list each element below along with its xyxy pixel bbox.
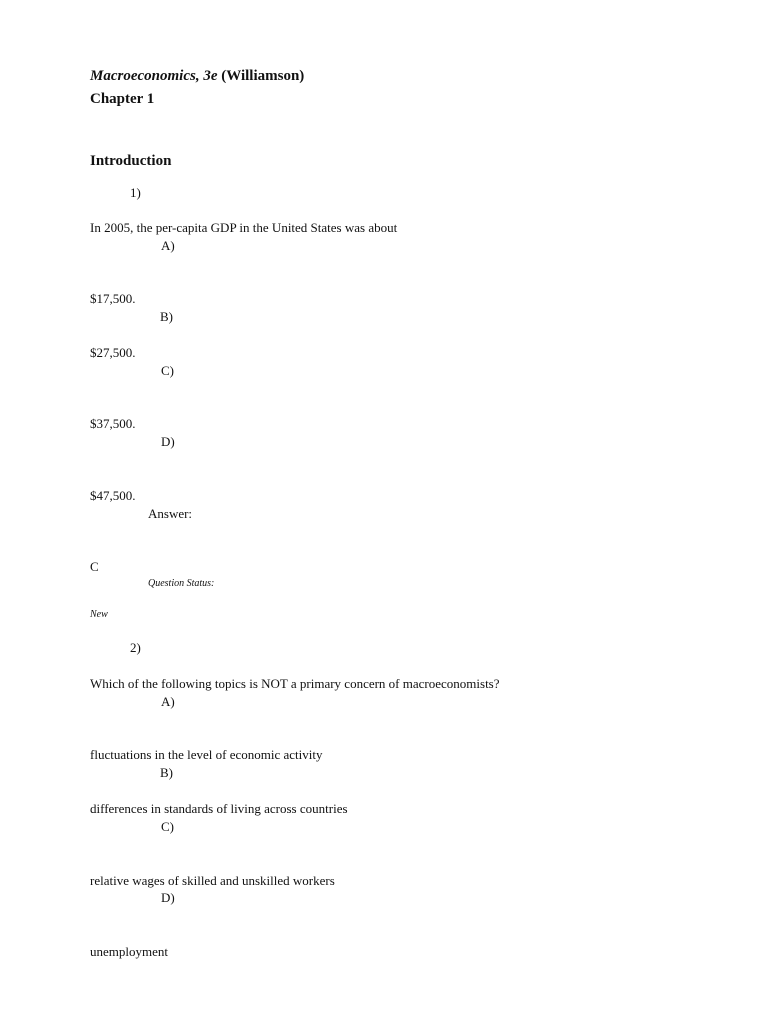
question-1-option-a-letter: A): [161, 238, 175, 253]
chapter-heading: Chapter 1: [90, 91, 155, 107]
question-1-option-c-text: $37,500.: [90, 416, 136, 431]
document-title: [90, 66, 304, 86]
question-1-answer-label: Answer:: [148, 506, 193, 521]
question-1-option-d-letter: D): [161, 434, 175, 449]
question-1-status-label: Question Status:: [148, 578, 215, 589]
question-1-option-d-text: $47,500.: [90, 488, 136, 503]
question-1-option-c-letter: C): [161, 363, 174, 378]
book-author: (Williamson): [221, 68, 305, 84]
question-2-option-a-letter: A): [161, 694, 175, 709]
question-2-option-b-text: differences in standards of living across countries: [90, 801, 348, 816]
question-2-option-a-text: fluctuations in the level of economic activity: [90, 747, 323, 762]
question-2-option-c-letter: C): [161, 819, 174, 834]
question-1-option-b-letter: B): [160, 309, 173, 324]
question-2-option-c-text: relative wages of skilled and unskilled workers: [90, 873, 335, 888]
question-2-option-d-letter: D): [161, 890, 175, 905]
section-heading: Introduction: [90, 153, 172, 169]
question-1-answer: C: [90, 559, 99, 574]
question-1-text: In 2005, the per-capita GDP in the United States was about: [90, 220, 398, 235]
question-2-option-b-letter: B): [160, 765, 173, 780]
question-2-option-d-text: unemployment: [90, 944, 168, 959]
question-1-option-b-text: $27,500.: [90, 345, 136, 360]
question-2-text: Which of the following topics is NOT a primary concern of macroeconomists?: [90, 676, 500, 691]
question-1-option-a-text: $17,500.: [90, 291, 136, 306]
book-title: Macroeconomics, 3e: [90, 68, 218, 84]
question-1-number: 1): [130, 185, 141, 200]
question-1-status: New: [90, 609, 108, 620]
question-2-number: 2): [130, 640, 141, 655]
